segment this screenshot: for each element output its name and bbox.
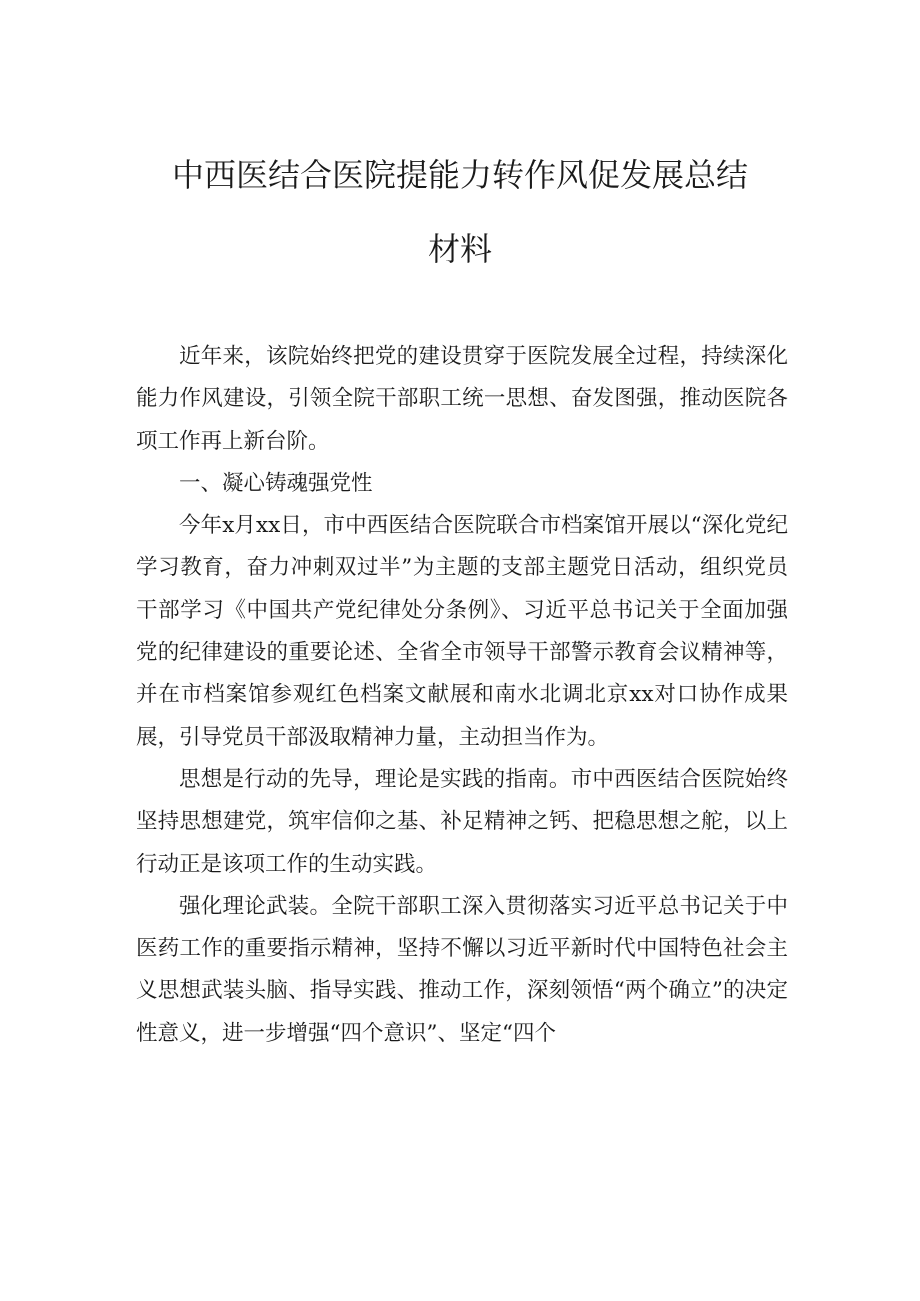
body-paragraph: 强化理论武装。全院干部职工深入贯彻落实习近平总书记关于中医药工作的重要指示精神，坚持不懈以习近平新时代中国特色社会主义思想武装头脑、指导实践、推动工作，深刻领悟“两个确立”的决定性意义，进一步增强“四个意识”、坚定“四个 xyxy=(136,893,788,1046)
document-title-line-1: 中西医结合医院提能力转作风促发展总结 xyxy=(171,156,748,194)
document-body xyxy=(136,336,788,1055)
document-title-line-2: 材料 xyxy=(427,230,492,268)
body-paragraph: 今年x月xx日，市中西医结合医院联合市档案馆开展以“深化党纪学习教育，奋力冲刺双过半”为主题的支部主题党日活动，组织党员干部学习《中国共产党纪律处分条例》、习近平总书记关于全面加强党的纪律建设的重要论述、全省全市领导干部警示教育会议精神等，并在市档案馆参观红色档案文献展和南水北调北京xx对口协作成果展，引导党员干部汲取精神力量，主动担当作为。 xyxy=(136,513,788,750)
body-paragraph: 思想是行动的先导，理论是实践的指南。市中西医结合医院始终坚持思想建党，筑牢信仰之基、补足精神之钙、把稳思想之舵，以上行动正是该项工作的生动实践。 xyxy=(136,766,788,877)
intro-paragraph: 近年来，该院始终把党的建设贯穿于医院发展全过程，持续深化能力作风建设，引领全院干部职工统一思想、奋发图强，推动医院各项工作再上新台阶。 xyxy=(136,344,788,454)
section-heading: 一、凝心铸魂强党性 xyxy=(179,470,373,496)
